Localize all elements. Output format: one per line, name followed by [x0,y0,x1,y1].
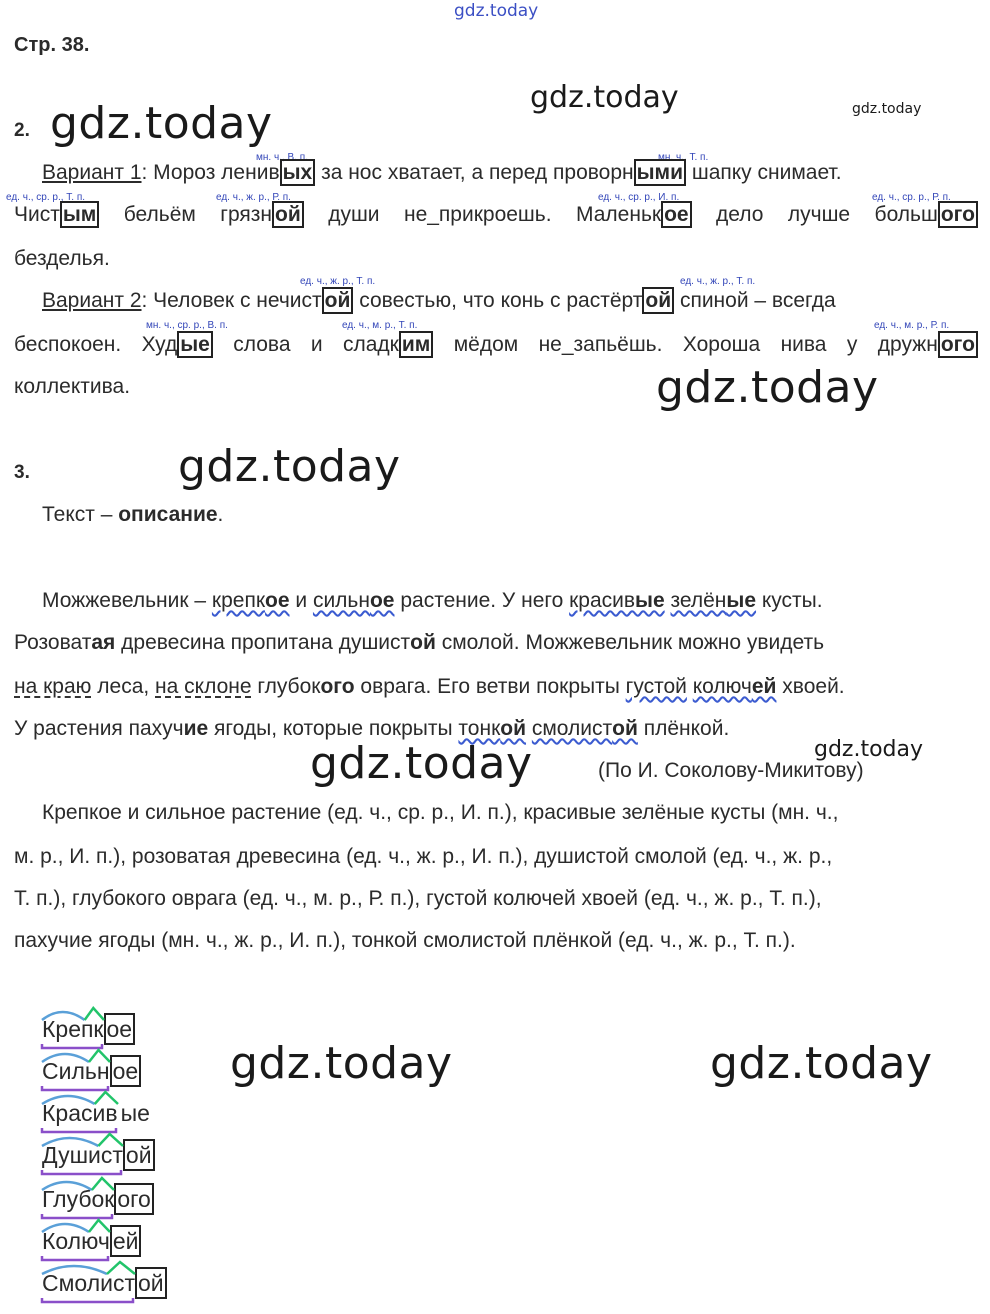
suffix-mark [95,1092,118,1104]
text-line: на краю леса, на склоне глубокого оврага. Его ветви покрыты густой колючей хвоей. [14,675,845,698]
morpheme-marks [40,1128,127,1178]
word-stem: Крепк [42,1016,104,1042]
root-arc [42,1012,85,1020]
grammar-note: ед. ч., ж. р., Т. п. [680,276,756,287]
text-line: Можжевельник – крепкое и сильное растение. У него красивые зелёные кусты. [42,589,823,612]
watermark: gdz.today [710,1038,933,1089]
word-ending: ой [135,1267,167,1299]
attribution: (По И. Соколову-Микитову) [598,759,864,782]
suffix-mark [92,1178,114,1190]
text-line: Розоватая древесина пропитана душистой смолой. Можжевельник можно увидеть [14,631,825,654]
watermark: gdz.today [310,738,533,789]
summary-line: пахучие ягоды (мн. ч., ж. р., И. п.), тонкой смолистой плёнкой (ед. ч., ж. р., Т. п.). [14,929,796,952]
ex2-line: Чист ым бельём грязн ой души не_прикроешь. Маленьк ое дело лучше больш ого [14,202,978,228]
ex2-line: Вариант 2: Человек с нечист ой совестью, что конь с растёрт ой спиной – всегда [42,289,836,312]
morpheme-word [42,1182,154,1216]
grammar-note: мн. ч., ср. р., В. п. [146,320,228,331]
morpheme-word [42,1224,141,1258]
exercise-number: 2. [14,120,30,141]
word-ending: ей [110,1225,142,1257]
summary-line: Т. п.), глубокого оврага (ед. ч., м. р., Р. п.), густой колючей хвоей (ед. ч., ж. р., Т. п.), [14,887,822,910]
watermark-top: gdz.today [454,1,539,21]
root-arc [42,1224,89,1232]
grammar-note: мн. ч., В. п. [256,152,308,163]
grammar-note: мн. ч., Т. п. [658,152,709,163]
stem-bracket [42,1298,133,1302]
word-ending: ые [120,1100,150,1126]
root-arc [42,1182,92,1190]
suffix-mark [89,1050,110,1062]
ex2-line: коллектива. [14,375,131,398]
exercise-number: 3. [14,462,30,483]
ex2-line: Вариант 1: Мороз ленив ых за нос хватает, а перед проворн ыми шапку снимает. [42,161,842,184]
page-number: Стр. 38. [14,34,90,56]
grammar-note: ед. ч., ж. р., Р. п. [216,192,291,203]
grammar-note: ед. ч., ж. р., Т. п. [300,276,376,287]
morpheme-word [42,1138,155,1172]
watermark: gdz.today [178,441,401,492]
text-line: У растения пахучие ягоды, которые покрыты тонкой смолистой плёнкой. [14,717,730,740]
word-stem: Смолист [42,1270,135,1296]
word-stem: Глубок [42,1186,114,1212]
grammar-note: ед. ч., ср. р., Р. п. [872,192,951,203]
root-arc [42,1096,95,1104]
watermark: gdz.today [852,101,922,117]
word-ending: ое [110,1055,142,1087]
grammar-note: ед. ч., м. р., Т. п. [342,320,418,331]
word-stem: Красив [42,1100,118,1126]
root-arc [42,1054,89,1062]
ex2-line: беспокоен. Худ ые слова и сладк им мёдом не_запьёшь. Хороша нива у дружн ого [14,332,978,358]
root-arc [42,1266,107,1274]
suffix-mark [107,1262,135,1274]
morpheme-word [42,1054,141,1088]
summary-line: м. р., И. п.), розоватая древесина (ед. ч., ж. р., И. п.), душистой смолой (ед. ч., ж. р., [14,845,833,868]
watermark: gdz.today [230,1038,453,1089]
watermark: gdz.today [50,98,273,149]
morpheme-word [42,1012,135,1046]
watermark: gdz.today [656,362,879,413]
morpheme-word [42,1096,153,1130]
grammar-note: ед. ч., ср. р., И. п. [598,192,680,203]
word-stem: Колюч [42,1228,110,1254]
watermark: gdz.today [814,737,924,762]
text-type: Текст – описание. [42,503,224,526]
grammar-note: ед. ч., м. р., Р. п. [874,320,950,331]
morpheme-word [42,1266,167,1300]
morpheme-marks [40,1256,139,1306]
summary-line: Крепкое и сильное растение (ед. ч., ср. р., И. п.), красивые зелёные кусты (мн. ч., [42,801,839,824]
watermark: gdz.today [530,80,679,115]
word-stem: Душист [42,1142,123,1168]
suffix-mark [89,1220,110,1232]
word-stem: Сильн [42,1058,110,1084]
word-ending: ое [104,1013,136,1045]
ex2-line: безделья. [14,247,110,270]
grammar-note: ед. ч., ср. р., Т. п. [6,192,86,203]
root-arc [42,1138,98,1146]
suffix-mark [85,1008,104,1020]
word-ending: ого [114,1183,153,1215]
suffix-mark [98,1134,123,1146]
word-ending: ой [123,1139,155,1171]
